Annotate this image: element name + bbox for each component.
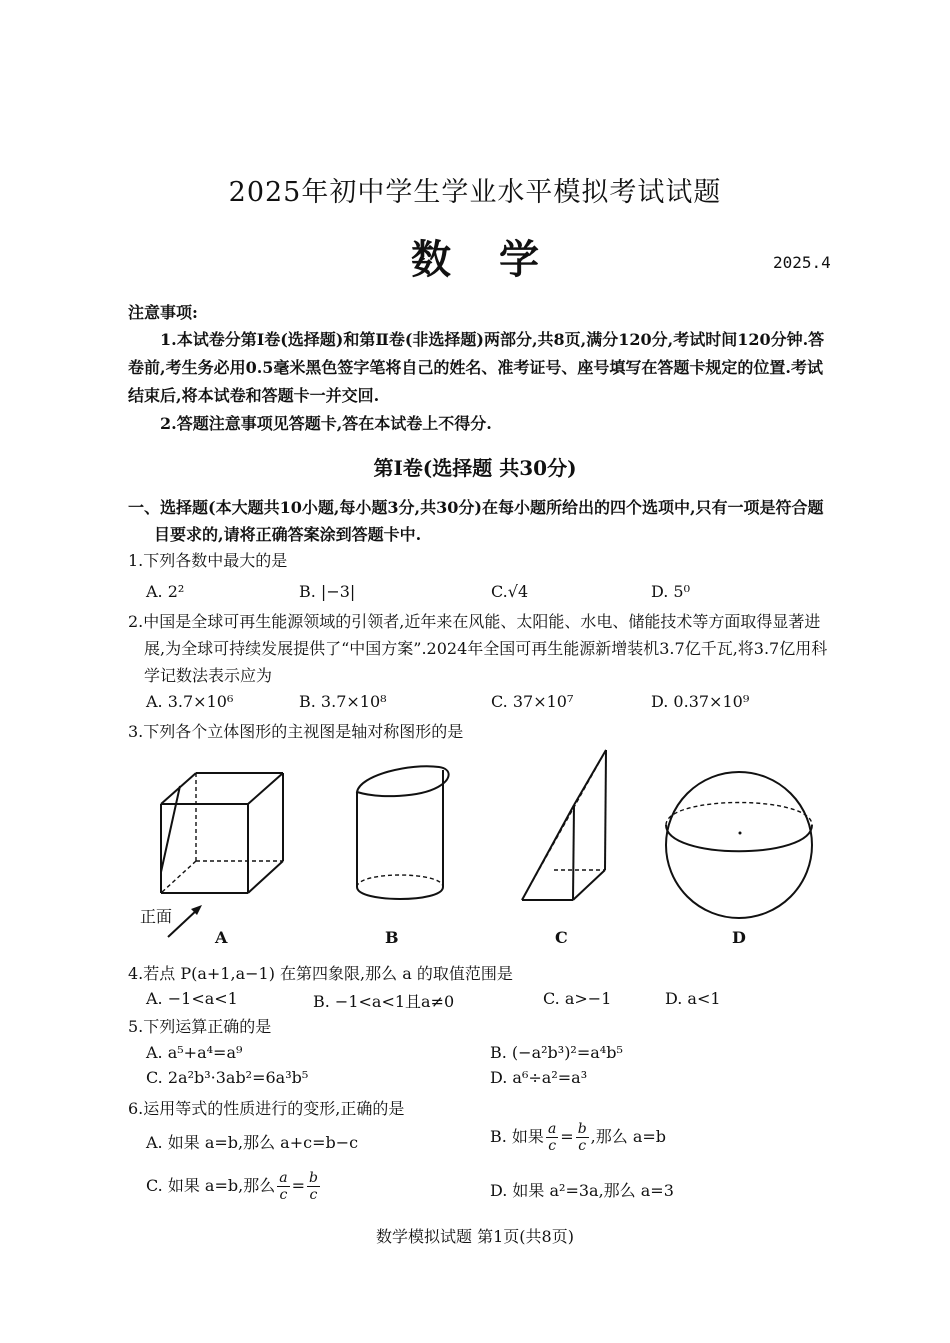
q4-option-b: B. −1<a<1且a≠0	[313, 992, 455, 1011]
q1-option-a: A. 2²	[146, 582, 185, 601]
figure-a-label: A	[215, 928, 228, 947]
q2-option-a: A. 3.7×10⁶	[146, 692, 234, 711]
notice-item-2: 2.答题注意事项见答题卡,答在本试卷上不得分.	[160, 414, 492, 433]
notice-heading: 注意事项:	[128, 303, 198, 322]
q6-c-fraction-b-over-c	[307, 1170, 320, 1203]
q4-option-c: C. a>−1	[543, 989, 612, 1008]
q1-option-d: D. 5⁰	[651, 582, 691, 601]
figure-d-label: D	[732, 928, 746, 947]
figure-d-sphere	[660, 765, 820, 925]
q4-stem: 4.若点 P(a+1,a−1) 在第四象限,那么 a 的取值范围是	[128, 964, 513, 983]
q1-stem: 1.下列各数中最大的是	[128, 551, 288, 570]
q6-stem: 6.运用等式的性质进行的变形,正确的是	[128, 1099, 405, 1118]
q6-option-b-suffix: ,那么 a=b	[590, 1127, 667, 1146]
figure-b-cylinder	[340, 760, 470, 915]
frac-numerator: b	[308, 1170, 318, 1186]
equals-sign: =	[560, 1127, 574, 1146]
q6-option-a: A. 如果 a=b,那么 a+c=b−c	[146, 1133, 359, 1152]
q3-stem: 3.下列各个立体图形的主视图是轴对称图形的是	[128, 722, 464, 741]
q6-option-b	[490, 1121, 666, 1154]
q5-option-b: B. (−a²b³)²=a⁴b⁵	[490, 1043, 623, 1062]
q6-b-fraction-b-over-c	[576, 1121, 589, 1154]
frac-denominator: c	[578, 1138, 587, 1154]
q5-option-a: A. a⁵+a⁴=a⁹	[146, 1043, 243, 1062]
q5-stem: 5.下列运算正确的是	[128, 1017, 272, 1036]
subject-title: 数学	[411, 236, 587, 283]
q2-option-c: C. 37×10⁷	[491, 692, 574, 711]
q5-option-c: C. 2a²b³·3ab²=6a³b⁵	[146, 1068, 309, 1087]
q2-stem: 2.中国是全球可再生能源领域的引领者,近年来在风能、太阳能、水电、储能技术等方面取得显著进展,为全球可持续发展提供了“中国方案”.2024年全国可再生能源新增装机3.7亿千瓦,将3.7亿用科学记数法表示应为	[128, 612, 828, 685]
frac-numerator: a	[547, 1121, 557, 1137]
q2-option-d: D. 0.37×10⁹	[651, 692, 750, 711]
q1-option-b: B. |−3|	[299, 582, 356, 601]
q4-option-d: D. a<1	[665, 989, 721, 1008]
q5-option-d: D. a⁶÷a²=a³	[490, 1068, 588, 1087]
q2-option-b: B. 3.7×10⁸	[299, 692, 387, 711]
frac-numerator: a	[279, 1170, 288, 1186]
frac-numerator: b	[577, 1121, 587, 1137]
frac-denominator: c	[309, 1187, 318, 1203]
figure-c-triangular-prism	[510, 740, 630, 915]
q1-option-c: C.√4	[491, 582, 529, 601]
q6-option-b-prefix: B. 如果	[490, 1127, 544, 1146]
exam-date: 2025.4	[773, 253, 831, 272]
q6-option-c-prefix: C. 如果 a=b,那么	[146, 1176, 276, 1195]
frac-denominator: c	[548, 1138, 557, 1154]
front-label: 正面	[140, 907, 173, 926]
page-footer: 数学模拟试题 第1页(共8页)	[376, 1227, 574, 1246]
figure-b-label: B	[385, 928, 399, 947]
q6-b-fraction-a-over-c	[546, 1121, 558, 1154]
q6-option-d: D. 如果 a²=3a,那么 a=3	[490, 1181, 674, 1200]
section-heading: 第Ⅰ卷(选择题 共30分)	[373, 456, 577, 480]
q6-c-fraction-a-over-c	[277, 1170, 289, 1203]
exam-title: 2025年初中学生学业水平模拟考试试题	[228, 177, 722, 208]
frac-denominator: c	[279, 1187, 288, 1203]
section-instruction: 一、选择题(本大题共10小题,每小题3分,共30分)在每小题所给出的四个选项中,只有一项是符合题目要求的,请将正确答案涂到答题卡中.	[128, 498, 824, 544]
q4-option-a: A. −1<a<1	[146, 989, 238, 1008]
figure-c-label: C	[555, 928, 568, 947]
notice-item-1: 1.本试卷分第Ⅰ卷(选择题)和第Ⅱ卷(非选择题)两部分,共8页,满分120分,考试时间120分钟.答卷前,考生务必用0.5毫米黑色签字笔将自己的姓名、准考证号、座号填写在答题卡规定的位置.考试结束后,将本试卷和答题卡一并交回.	[128, 330, 825, 405]
equals-sign: =	[291, 1176, 305, 1195]
q6-option-c	[146, 1170, 322, 1203]
